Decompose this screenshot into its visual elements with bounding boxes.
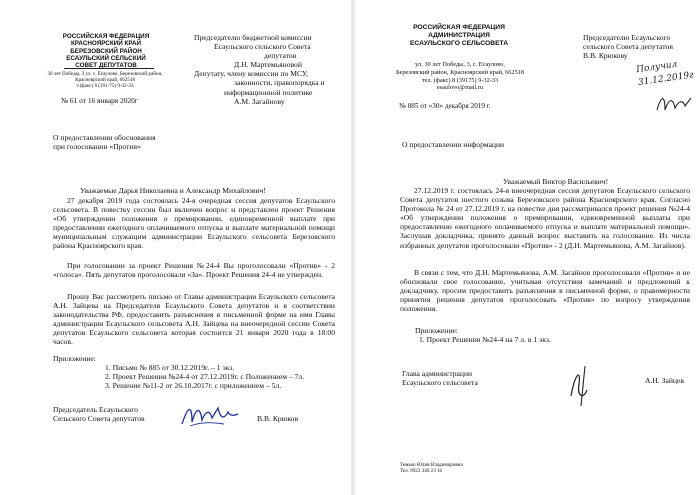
recipient-line: Депутату, члену комиссии по МСУ,	[194, 69, 308, 79]
address-line: esaulovo@mail.ru	[436, 84, 484, 92]
salutation: Уважаемые Дарья Николаевна и Александр Михайлович!	[80, 186, 266, 195]
attachment-item: 1. Письмо № 885 от 30.12.2019г. – 1 экз.	[105, 363, 235, 373]
attachments-label: Приложение:	[415, 326, 458, 335]
recipient-line: Председателю бюджетной комиссии	[194, 33, 312, 42]
recipient-line: В.В. Крюкову	[583, 51, 628, 61]
recipient-line: Д.Н. Мартемьяновой	[234, 60, 302, 70]
outgoing-number: № 61 от 16 января 2020г	[61, 96, 138, 105]
attachment-item: 3. Решение №11-2 от 26.10.2017г. с приложением – 5л.	[105, 381, 282, 391]
executor-info	[400, 462, 560, 474]
org-line: ЕСАУЛЬСКОГО СЕЛЬСОВЕТА	[409, 39, 509, 47]
receipt-note	[635, 56, 698, 90]
org-divider	[64, 68, 154, 69]
address-line: Красноярский край, 662518	[75, 77, 135, 84]
subject: О предоставлении информации	[402, 140, 505, 149]
org-line: РОССИЙСКАЯ ФЕДЕРАЦИЯ	[62, 33, 150, 40]
admin-org-block	[404, 24, 514, 47]
attachment-item: 2. Проект Решения №24-4 от 27.12.2019г. с Положением – 7л.	[105, 372, 305, 382]
recipient-line: Председателю Есаульского	[583, 33, 671, 42]
recipient-line: депутатов	[264, 51, 297, 61]
signer-title-line: Сельского Совета депутатов	[53, 414, 145, 424]
attachments	[415, 326, 675, 344]
recipient-block	[194, 33, 344, 106]
paragraph: В связи с тем, что Д.Н. Мартемьянова, А.М. Загайнов проголосовали «Против» и не обосновали свое голосование, учитывая отсутствия замечаний и предложений к докладчику, просим предоставить разъяснения в письменной форме, о правомерности принятия решения депутатов проголосовать «Против» по вопросу утверждения положения.	[400, 268, 690, 314]
recipient-line: А.М. Загайнову	[234, 96, 285, 106]
signer-title-line: Есаульского сельсовета	[402, 378, 478, 388]
address-line: тел. (факс) 8 (39175) 9-32-33	[421, 76, 499, 84]
org-line: ЕСАУЛЬСКИЙ СЕЛЬСКИЙ	[66, 54, 146, 62]
receipt-initials	[655, 92, 695, 114]
org-line: СОВЕТ ДЕПУТАТОВ	[75, 62, 137, 70]
org-line: КРАСНОЯРСКИЙ КРАЙ	[70, 40, 142, 48]
salutation: Уважаемый Виктор Васильевич!	[503, 177, 609, 186]
org-line: АДМИНИСТРАЦИЯ	[428, 31, 490, 39]
executor-line: Тел. 8923 340 23 16	[400, 468, 443, 475]
council-org-block	[52, 33, 160, 69]
address-line: ул. 30 лет Победы, 3, с. Есаулово,	[415, 61, 505, 68]
receipt-note-line: Получил	[635, 59, 678, 76]
subject-line: О предоставлении обоснования	[53, 133, 156, 142]
attachment-item: 1. Проект Решения №24-4 на 7 л. в 1 экз.	[419, 335, 551, 345]
address-line: Березовский район, Красноярский край, 662518	[395, 68, 525, 76]
recipient-line: сельского Совета депутатов	[583, 42, 673, 52]
subject	[53, 133, 253, 151]
paragraph: 27.12.2019 г. состоялась 24-я внеочередная сессия депутатов Есаульского сельского Совета депутатов шестого созыва Березовского района Красноярского края. Согласно Протокола № 24 от 27.12.2019 г. на повестке дня рассматривался проект решения №24-4 «Об утверждении положения о премировании, единовременной выплаты при предоставлении ежегодного оплачиваемого отпуска и выплате материальной помощи». Заслушав докладчика, принято данный вопрос выставить на голосование. Из числа избранных депутатов проголосовали «Против» - 2 (Д.Н. Мартемьянова, А.М. Загайнов).	[400, 186, 690, 250]
signer-title-line: Глава администрации	[402, 369, 473, 378]
signer-name: В.В. Крюков	[257, 414, 299, 423]
subject-line: при голосовании «Против»	[53, 142, 141, 152]
address-line: 30 лет Победы, 3 ул. с. Есаулово, Березовский район,	[47, 71, 163, 77]
outgoing-number: № 885 от «30» декабря 2019 г.	[399, 102, 491, 110]
signer-name: А.Н. Зайцев	[645, 376, 684, 385]
executor-line: Темько Юлия Владимировна	[400, 462, 463, 468]
admin-address	[385, 61, 535, 92]
receipt-note-line: 31.12.2019г	[637, 70, 695, 89]
address-line: т.(факс) 8 (391-75) 9-32-33	[76, 83, 134, 90]
paragraph: Прошу Вас рассмотреть письмо от Главы администрации Есаульского сельсовета А.Н. Зайцева на Председателя Есаульского Совета депутатов и в соответствии законодательства РФ, предоставить разъяснения в письменной форме на имя Главы администрации Есаульского сельсовета А.Н. Зайцева на внеочередной сессии Совета депутатов Есаульского сельсовета которая состоится 21 января 2020 года в 18:00 часов.	[53, 292, 335, 347]
council-address	[44, 71, 166, 90]
administration-letter	[355, 0, 700, 495]
paragraph: При голосовании за проект Решения №24-4 Вы проголосовали «Против» - 2 «голоса». Пять депутатов проголосовали «За». Проект Решения 24-4 не утвержден.	[53, 261, 335, 280]
org-line: РОССИЙСКАЯ ФЕДЕРАЦИЯ	[413, 24, 505, 31]
attachments-label: Приложение:	[53, 354, 96, 363]
signature-zaytsev	[565, 362, 595, 412]
recipient-line: законности, правопорядка и	[234, 78, 325, 88]
recipient-line: Есаульского сельского Совета	[214, 42, 311, 52]
paragraph: 27 декабря 2019 года состоялась 24-я очередная сессия депутатов Есаульского сельсовета. В повестку сессии был включен вопрос и представлен проект Решения «Об утверждении положения о премировании, единовременной выплате при предоставлении ежегодного оплачиваемого отпуска и выплате материальной помощи муниципальным служащим администрации Есаульского сельсовета Березовского района Красноярского края.	[53, 196, 335, 251]
recipient-block	[583, 33, 698, 60]
attachments	[53, 354, 343, 390]
org-line: БЕРЕЗОВСКИЙ РАЙОН	[70, 47, 142, 55]
signer-title-line: Председатель Есаульского	[53, 405, 139, 414]
recipient-line: информационной политике	[224, 87, 313, 97]
signature-kryukov	[180, 400, 240, 430]
signer-title	[402, 369, 542, 387]
